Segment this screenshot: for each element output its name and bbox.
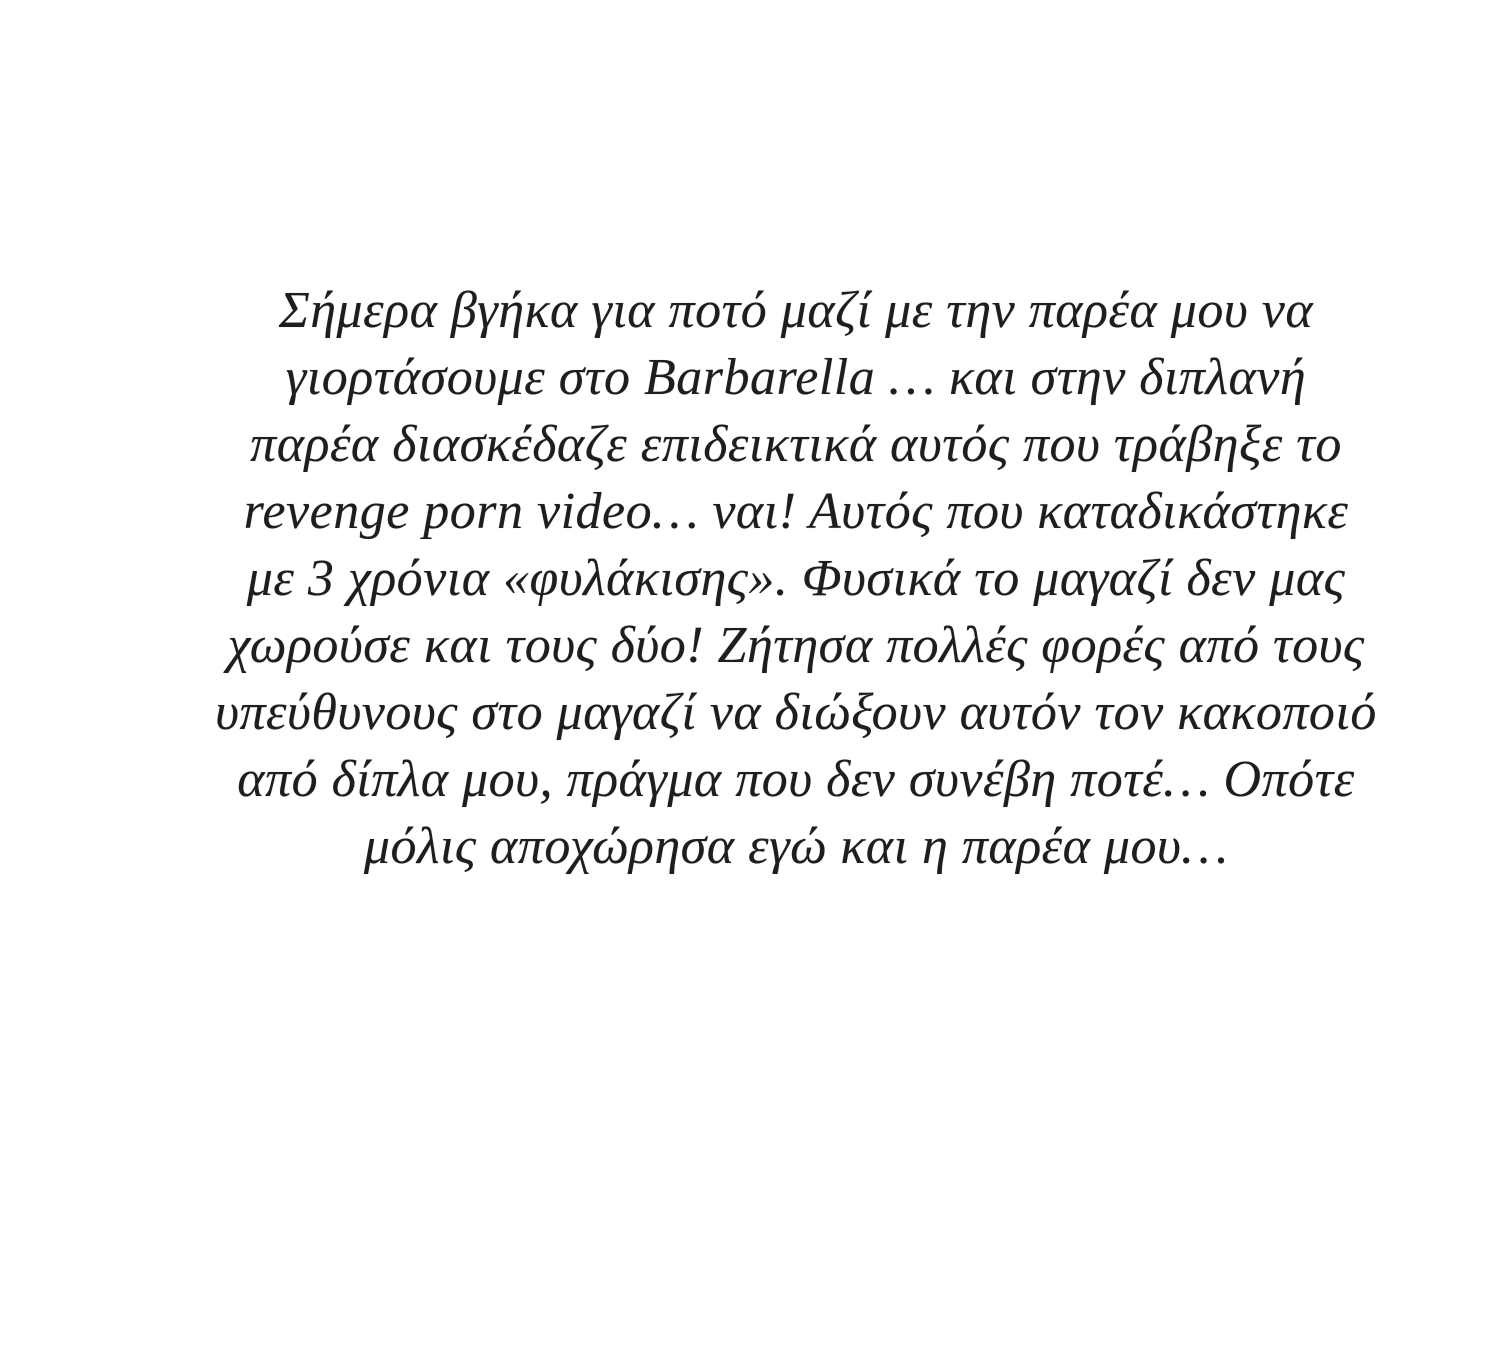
post-text-line-9: μόλις αποχώρησα εγώ και η παρέα μου… [363,818,1229,875]
post-text-line-7: υπεύθυνους στο μαγαζί να διώξουν αυτόν τον κακοποιό [215,684,1377,741]
post-text-line-1: Σήμερα βγήκα για ποτό μαζί με την παρέα μου να [278,282,1314,339]
post-text-line-8: από δίπλα μου, πράγμα που δεν συνέβη ποτέ… Οπότε [237,751,1355,808]
post-text-block [100,277,1492,880]
post-text-line-4: revenge porn video… ναι! Αυτός που καταδικάστηκε [243,483,1349,540]
post-text-line-2: γιορτάσουμε στο Barbarella … και στην διπλανή [285,349,1307,406]
post-text-line-3: παρέα διασκέδαζε επιδεικτικά αυτός που τράβηξε το [250,416,1342,473]
post-text-line-6: χωρούσε και τους δύο! Ζήτησα πολλές φορές από τους [227,617,1365,674]
post-text-line-5: με 3 χρόνια «φυλάκισης». Φυσικά το μαγαζί δεν μας [246,550,1346,607]
